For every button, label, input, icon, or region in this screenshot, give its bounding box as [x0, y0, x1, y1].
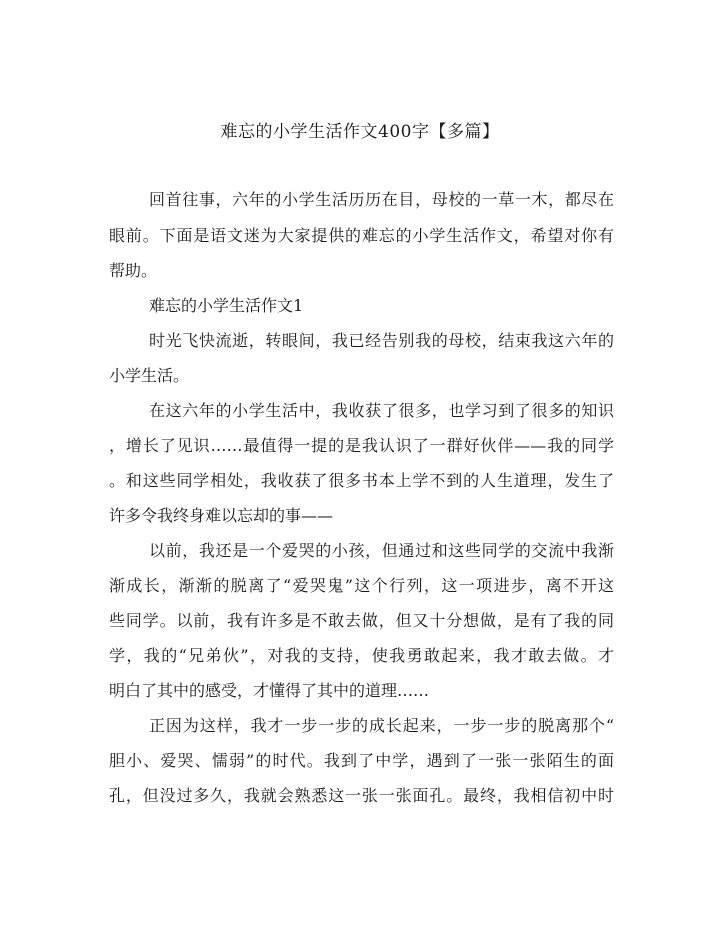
paragraph-line: 孔，但没过多久，我就会熟悉这一张一张面孔。最终，我相信初中时 — [109, 786, 614, 805]
paragraph-line: 些同学。以前，我有许多是不敢去做，但又十分想做，是有了我的同 — [109, 611, 614, 630]
paragraph-line: 许多令我终身难以忘却的事—— — [109, 506, 334, 525]
paragraph-line: 学，我的“兄弟伙”，对我的支持，使我勇敢起来，我才敢去做。才 — [109, 646, 614, 665]
paragraph-line: 渐成长，渐渐的脱离了“爱哭鬼”这个行列，这一项进步，离不开这 — [109, 576, 614, 595]
paragraph-line: 小学生活。 — [109, 366, 190, 385]
paragraph-line: 以前，我还是一个爱哭的小孩，但通过和这些同学的交流中我渐 — [149, 541, 614, 560]
paragraph-line: 。和这些同学相处，我收获了很多书本上学不到的人生道理，发生了 — [109, 471, 614, 490]
paragraph-line: 时光飞快流逝，转眼间，我已经告别我的母校，结束我这六年的 — [149, 331, 614, 350]
paragraph-line: 帮助。 — [109, 261, 158, 280]
paragraph-line: 在这六年的小学生活中，我收获了很多，也学习到了很多的知识 — [149, 401, 614, 420]
paragraph-line: 正因为这样，我才一步一步的成长起来，一步一步的脱离那个“ — [149, 716, 614, 735]
paragraph-line: 回首往事，六年的小学生活历历在目，母校的一草一木，都尽在 — [149, 190, 614, 209]
document-title: 难忘的小学生活作文400字【多篇】 — [220, 122, 500, 142]
paragraph-line: 眼前。下面是语文迷为大家提供的难忘的小学生活作文，希望对你有 — [109, 226, 614, 245]
paragraph-line: ，增长了见识……最值得一提的是我认识了一群好伙伴——我的同学 — [109, 436, 614, 455]
paragraph-line: 胆小、爱哭、懦弱”的时代。我到了中学，遇到了一张一张陌生的面 — [109, 751, 614, 770]
paragraph-line: 明白了其中的感受，才懂得了其中的道理…… — [109, 681, 430, 700]
section-heading: 难忘的小学生活作文1 — [149, 296, 304, 315]
